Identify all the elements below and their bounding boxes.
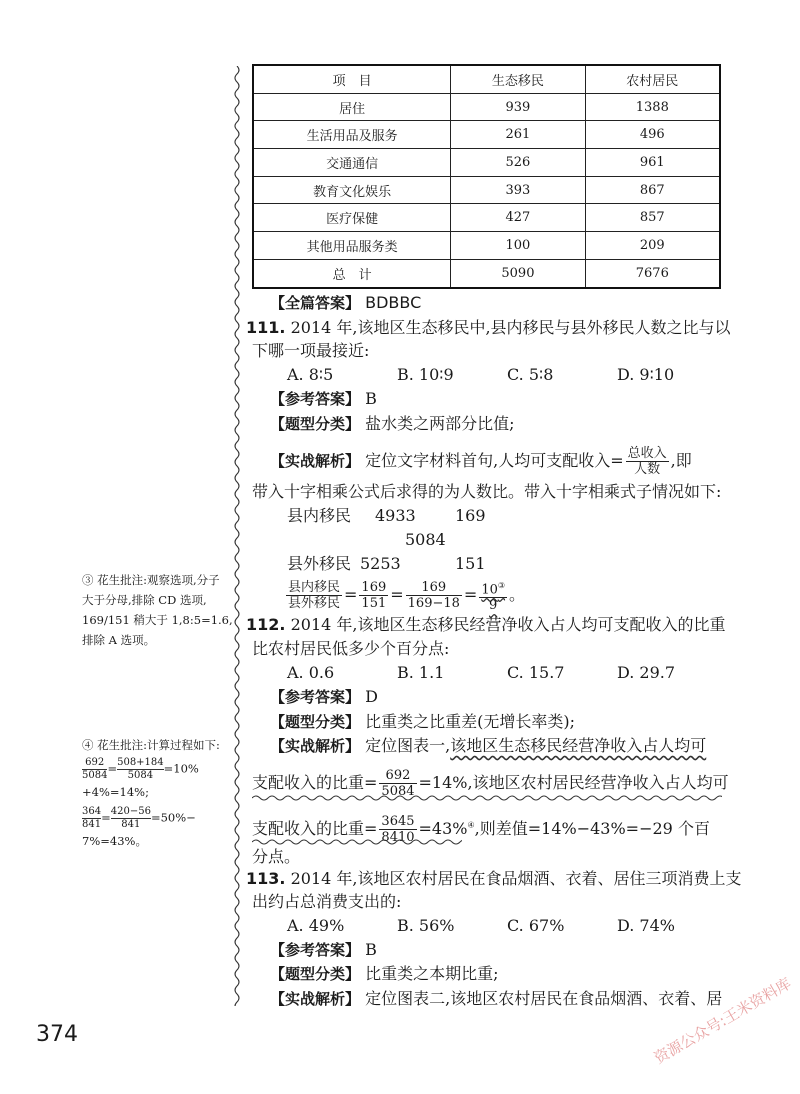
q112-analysis-tag: 【实战解析】 bbox=[270, 737, 361, 755]
q112-a1-plain: 定位图表一, bbox=[365, 736, 451, 755]
note-fraction bbox=[82, 806, 101, 831]
header-eco-migrants: 生态移民 bbox=[451, 65, 585, 93]
wavy-underline bbox=[252, 838, 462, 846]
row-rural-value: 7676 bbox=[585, 259, 720, 287]
q111-answer-tag: 【参考答案】 bbox=[270, 390, 361, 408]
table-row bbox=[253, 149, 720, 177]
row-rural-value: 209 bbox=[585, 232, 720, 260]
header-rural-residents: 农村居民 bbox=[585, 65, 720, 93]
table-total-row bbox=[253, 259, 720, 287]
q113-option-b: B. 56% bbox=[397, 916, 455, 935]
q113-answer-tag: 【参考答案】 bbox=[270, 941, 361, 959]
note3-line2: 大于分母,排除 CD 选项, bbox=[82, 593, 207, 607]
q111-number: 111. bbox=[246, 318, 286, 337]
row-label: 教育文化娱乐 bbox=[253, 176, 451, 204]
q113-option-d: D. 74% bbox=[617, 916, 675, 935]
table-row bbox=[253, 232, 720, 260]
note3-line3: 169/151 稍大于 1,8:5=1.6, bbox=[82, 613, 233, 627]
full-answer-line bbox=[270, 292, 421, 314]
frac-numerator: 420−56 bbox=[110, 806, 151, 817]
q113-stem-line1 bbox=[246, 868, 741, 890]
q112-analysis-line1 bbox=[270, 735, 706, 757]
row-eco-value: 100 bbox=[451, 232, 585, 260]
row-label: 医疗保健 bbox=[253, 204, 451, 232]
cross-in-diff: 169 bbox=[455, 506, 486, 525]
ratio-fraction-2 bbox=[406, 580, 462, 611]
q111-stem-line1 bbox=[246, 317, 731, 339]
note4-line1: ④ 花生批注:计算过程如下: bbox=[82, 738, 220, 752]
q111-analysis-line1 bbox=[270, 446, 692, 477]
frac-numerator bbox=[479, 578, 507, 598]
q112-answer-line bbox=[270, 686, 378, 708]
income-per-capita-fraction bbox=[626, 446, 669, 477]
q111-option-a: A. 8∶5 bbox=[287, 365, 334, 384]
q111-option-d: D. 9∶10 bbox=[617, 365, 675, 384]
consumption-table bbox=[252, 64, 721, 289]
q112-a2-text1: 支配收入的比重= bbox=[252, 773, 378, 792]
row-eco-value: 526 bbox=[451, 149, 585, 177]
q113-number: 113. bbox=[246, 869, 286, 888]
q111-type-line bbox=[270, 413, 515, 435]
q112-option-c: C. 15.7 bbox=[507, 663, 565, 682]
table-row bbox=[253, 93, 720, 121]
q111-analysis2: 带入十字相乘公式后求得的为人数比。带入十字相乘式子情况如下: bbox=[252, 482, 722, 501]
frac-denominator: 151 bbox=[361, 596, 387, 612]
frac-numerator: 692 bbox=[379, 768, 416, 784]
ratio-fraction bbox=[286, 580, 342, 611]
row-rural-value: 857 bbox=[585, 204, 720, 232]
frac-denominator: 169−18 bbox=[407, 596, 460, 612]
q111-option-b: B. 10∶9 bbox=[397, 365, 454, 384]
frac-numerator: 692 bbox=[82, 757, 107, 770]
q113-type-line bbox=[270, 963, 499, 985]
note3-line1: ③ 花生批注:观察选项,分子 bbox=[82, 573, 220, 587]
frac-denominator: 841 bbox=[121, 819, 141, 830]
q112-stem-line1 bbox=[246, 614, 725, 636]
table-row bbox=[253, 121, 720, 149]
q111-end: 。 bbox=[509, 585, 526, 605]
note4-line3: +4%=14%; bbox=[82, 785, 149, 799]
note-fraction bbox=[82, 757, 107, 782]
page-number: 374 bbox=[36, 1022, 78, 1047]
cross-mid-value: 5084 bbox=[405, 530, 446, 549]
q112-a3-text2: =43% bbox=[418, 819, 468, 838]
margin-note-4 bbox=[82, 735, 220, 851]
q113-analysis1: 定位图表二,该地区农村居民在食品烟酒、衣着、居 bbox=[365, 989, 723, 1008]
frac-denominator: 人数 bbox=[634, 462, 661, 477]
q113-answer-line bbox=[270, 939, 377, 961]
frac-numerator: 169 bbox=[361, 580, 387, 596]
q113-type-tag: 【题型分类】 bbox=[270, 965, 361, 983]
cross-in-label: 县内移民 bbox=[287, 506, 352, 525]
q113-option-a: A. 49% bbox=[287, 916, 345, 935]
q111-type-tag: 【题型分类】 bbox=[270, 415, 361, 433]
q111-option-c: C. 5∶8 bbox=[507, 365, 554, 384]
frac-denominator: 县外移民 bbox=[288, 596, 341, 612]
q113-analysis-line1 bbox=[270, 988, 722, 1010]
q112-type-line bbox=[270, 711, 575, 733]
q111-type: 盐水类之两部分比值; bbox=[365, 414, 515, 433]
q112-analysis-line4: 分点。 bbox=[252, 847, 301, 866]
watermark: 资源公众号:王米资料库 bbox=[651, 974, 795, 1068]
frac-denominator: 5084 bbox=[82, 770, 108, 781]
frac-numerator: 3645 bbox=[381, 814, 415, 829]
margin-wavy-divider bbox=[232, 66, 242, 1006]
row-eco-value: 393 bbox=[451, 176, 585, 204]
note4-eq2: =50%− bbox=[150, 810, 196, 825]
q112-option-a: A. 0.6 bbox=[287, 663, 335, 682]
cross-out-label: 县外移民 bbox=[287, 554, 352, 573]
note4-line2: $\frac{692}{5084}$ = $\frac{508+184}{5084}$ =10% bbox=[82, 757, 199, 781]
table-row bbox=[253, 204, 720, 232]
q111-answer-line bbox=[270, 388, 377, 410]
q111-text1: 2014 年,该地区生态移民中,县内移民与县外移民人数之比与以 bbox=[290, 318, 731, 337]
q112-a1-wavy: 该地区生态移民经营净收入占人均可 bbox=[450, 736, 707, 755]
q113-type: 比重类之本期比重; bbox=[365, 964, 499, 983]
table-row bbox=[253, 176, 720, 204]
note4-line4: $\frac{364}{841}$ = $\frac{420-56}{841}$ =50%− bbox=[82, 806, 196, 830]
cross-in-value: 4933 bbox=[375, 506, 416, 525]
row-label: 生活用品及服务 bbox=[253, 121, 451, 149]
cross-out-diff: 151 bbox=[455, 554, 486, 573]
note-fraction bbox=[111, 806, 151, 831]
q112-text1: 2014 年,该地区生态移民经营净收入占人均可支配收入的比重 bbox=[290, 615, 726, 634]
cross-out-value: 5253 bbox=[360, 554, 401, 573]
frac-numerator: 169 bbox=[406, 580, 462, 596]
q111-ratio-line: $\frac{\text{县内移民}}{\text{县外移民}}$ = $\frac{169}{151}$ = $\frac{169}{169-18}$ = $\frac{10^③}{9}$ 。 bbox=[284, 578, 525, 613]
row-label: 交通通信 bbox=[253, 149, 451, 177]
full-answer-tag: 【全篇答案】 bbox=[270, 294, 361, 312]
q111-analysis1-b: ,即 bbox=[670, 451, 692, 470]
q112-text2: 比农村居民低多少个百分点: bbox=[252, 639, 450, 658]
q112-option-b: B. 1.1 bbox=[397, 663, 445, 682]
frac-denominator: 9 bbox=[489, 598, 498, 614]
footnote-mark-4: ④ bbox=[467, 820, 475, 830]
q112-option-d: D. 29.7 bbox=[617, 663, 676, 682]
footnote-mark-3: ③ bbox=[497, 581, 506, 590]
row-rural-value: 1388 bbox=[585, 93, 720, 121]
frac-numerator: 总收入 bbox=[627, 446, 667, 461]
row-eco-value: 261 bbox=[451, 121, 585, 149]
frac-numerator: 县内移民 bbox=[288, 580, 341, 596]
frac-denominator: 8410 bbox=[381, 830, 415, 845]
q113-text1: 2014 年,该地区农村居民在食品烟酒、衣着、居住三项消费上支 bbox=[290, 869, 742, 888]
q113-option-c: C. 67% bbox=[507, 916, 565, 935]
row-label: 总 计 bbox=[253, 259, 451, 287]
q113-answer: B bbox=[365, 940, 377, 959]
q112-type: 比重类之比重差(无增长率类); bbox=[365, 712, 575, 731]
q112-a3-text1: 支配收入的比重= bbox=[252, 819, 378, 838]
frac-denominator: 5084 bbox=[381, 784, 415, 799]
q112-a3-plain: ,则差值=14%−43%=−29 个百 bbox=[474, 819, 710, 838]
wavy-underline bbox=[252, 794, 722, 802]
frac-denominator: 5084 bbox=[127, 770, 154, 781]
ratio-fraction-1 bbox=[359, 580, 388, 611]
row-rural-value: 867 bbox=[585, 176, 720, 204]
frac-denominator: 841 bbox=[82, 819, 102, 830]
note-fraction bbox=[117, 757, 164, 782]
note4-eq1: =10% bbox=[163, 761, 199, 776]
q112-answer-tag: 【参考答案】 bbox=[270, 688, 361, 706]
margin-note-3 bbox=[82, 570, 233, 650]
q111-answer: B bbox=[365, 389, 377, 408]
row-rural-value: 496 bbox=[585, 121, 720, 149]
row-label: 居住 bbox=[253, 93, 451, 121]
table-header-row bbox=[253, 65, 720, 93]
note4-line5: 7%=43%。 bbox=[82, 834, 147, 848]
ratio-fraction-3 bbox=[479, 578, 507, 613]
q113-analysis-tag: 【实战解析】 bbox=[270, 990, 361, 1008]
header-item: 项 目 bbox=[253, 65, 451, 93]
row-eco-value: 939 bbox=[451, 93, 585, 121]
row-eco-value: 427 bbox=[451, 204, 585, 232]
q113-text2: 出约占总消费支出的: bbox=[252, 892, 402, 911]
q112-answer: D bbox=[365, 687, 378, 706]
row-rural-value: 961 bbox=[585, 149, 720, 177]
q111-analysis1-a: 定位文字材料首句,人均可支配收入= bbox=[365, 451, 624, 470]
note3-line4: 排除 A 选项。 bbox=[82, 633, 156, 647]
q111-text2: 下哪一项最接近: bbox=[252, 341, 370, 360]
r3-num: 10 bbox=[481, 582, 498, 598]
q112-type-tag: 【题型分类】 bbox=[270, 713, 361, 731]
q112-a2-text2: =14%,该地区农村居民经营净收入占人均可 bbox=[418, 773, 729, 792]
row-label: 其他用品服务类 bbox=[253, 232, 451, 260]
frac-numerator: 364 bbox=[82, 806, 102, 817]
q112-number: 112. bbox=[246, 615, 286, 634]
full-answer-value: BDBBC bbox=[365, 293, 422, 312]
row-eco-value: 5090 bbox=[451, 259, 585, 287]
q111-analysis-tag: 【实战解析】 bbox=[270, 452, 361, 470]
frac-numerator: 508+184 bbox=[117, 757, 164, 768]
